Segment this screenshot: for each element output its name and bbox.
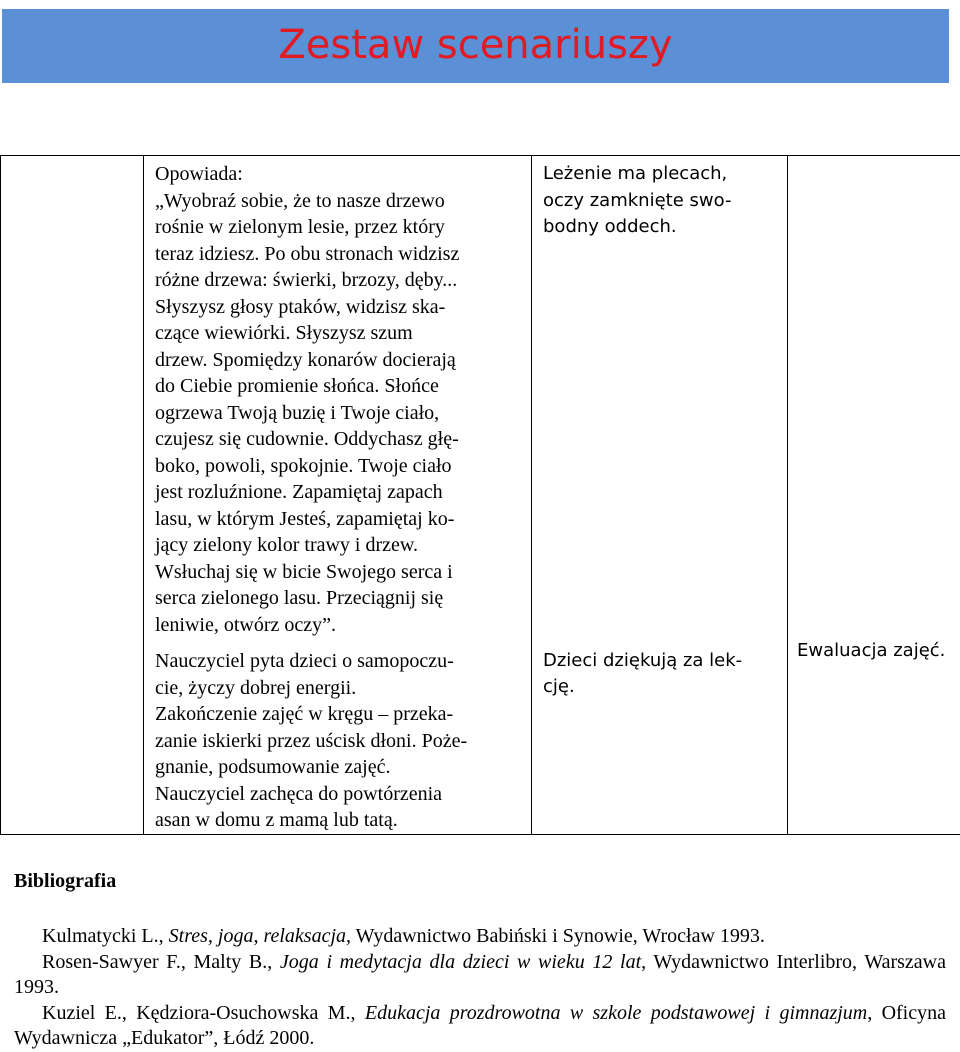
text-line: teraz idziesz. Po obu stronach widzisz: [155, 241, 531, 268]
bibliography-list: [14, 924, 946, 1052]
text-line: cie, życzy dobrej energii.: [155, 675, 531, 702]
entry-publisher: , Wydawnictwo Babiński i Synowie, Wrocław 1993.: [346, 925, 765, 947]
entry-publisher: , Oficyna Wydawnicza „Edukator”, Łódź 2000.: [14, 1002, 946, 1050]
entry-title: Joga i medytacja dla dzieci w wieku 12 lat: [280, 951, 641, 973]
text-line: oczy zamknięte swo-: [543, 188, 787, 215]
text-line: serca zielonego lasu. Przeciągnij się: [155, 585, 531, 612]
table-cell-description: [144, 156, 532, 835]
entry-title: Stres, joga, relaksacja: [169, 925, 346, 947]
evaluation-text: Ewaluacja zajęć.: [797, 638, 960, 665]
text-line: zanie iskierki przez uścisk dłoni. Poże-: [155, 728, 531, 755]
entry-authors: Kulmatycki L.,: [42, 925, 169, 947]
table-cell-empty: [1, 156, 144, 835]
text-line: ogrzewa Twoją buzię i Twoje ciało,: [155, 400, 531, 427]
entry-title: Edukacja prozdrowotna w szkole podstawowej i gimnazjum: [365, 1002, 867, 1024]
title-banner: [2, 9, 949, 83]
scenario-table: [0, 155, 960, 835]
page-title: Zestaw scenariuszy: [278, 22, 672, 68]
text-line: do Ciebie promienie słońca. Słońce: [155, 373, 531, 400]
entry-authors: Rosen-Sawyer F., Malty B.,: [42, 951, 280, 973]
entry-authors: Kuziel E., Kędziora-Osuchowska M.,: [42, 1002, 365, 1024]
text-line: Słyszysz głosy ptaków, widzisz ska-: [155, 294, 531, 321]
text-line: boko, powoli, spokojnie. Twoje ciało: [155, 453, 531, 480]
entry-publisher: , Wydawnictwo Interlibro, Warszawa 1993.: [14, 951, 946, 999]
table-cell-activity: [532, 156, 788, 835]
bibliography-heading: Bibliografia: [14, 870, 116, 893]
text-line: Nauczyciel zachęca do powtórzenia: [155, 781, 531, 808]
table-row: [1, 156, 960, 835]
text-line: drzew. Spomiędzy konarów docierają: [155, 347, 531, 374]
text-line: bodny oddech.: [543, 214, 787, 241]
text-line: Leżenie ma plecach,: [543, 161, 787, 188]
text-line: czujesz się cudownie. Oddychasz głę-: [155, 426, 531, 453]
text-line: jest rozluźnione. Zapamiętaj zapach: [155, 479, 531, 506]
text-line: gnanie, podsumowanie zajęć.: [155, 754, 531, 781]
text-line: Opowiada:: [155, 161, 531, 188]
text-line: cję.: [543, 674, 787, 701]
text-line: rośnie w zielonym lesie, przez który: [155, 214, 531, 241]
text-line: leniwie, otwórz oczy”.: [155, 612, 531, 639]
text-line: Zakończenie zajęć w kręgu – przeka-: [155, 701, 531, 728]
bibliography-entry: [14, 924, 946, 950]
bibliography-entry: [14, 1001, 946, 1052]
bibliography-entry: [14, 950, 946, 1001]
text-line: „Wyobraź sobie, że to nasze drzewo: [155, 188, 531, 215]
table-cell-evaluation: [788, 156, 960, 835]
text-line: Wsłuchaj się w bicie Swojego serca i: [155, 559, 531, 586]
text-line: jący zielony kolor trawy i drzew.: [155, 532, 531, 559]
text-line: różne drzewa: świerki, brzozy, dęby...: [155, 267, 531, 294]
text-line: czące wiewiórki. Słyszysz szum: [155, 320, 531, 347]
text-line: Nauczyciel pyta dzieci o samopoczu-: [155, 648, 531, 675]
text-line: Dzieci dziękują za lek-: [543, 648, 787, 675]
text-line: lasu, w którym Jesteś, zapamiętaj ko-: [155, 506, 531, 533]
text-line: asan w domu z mamą lub tatą.: [155, 807, 531, 834]
